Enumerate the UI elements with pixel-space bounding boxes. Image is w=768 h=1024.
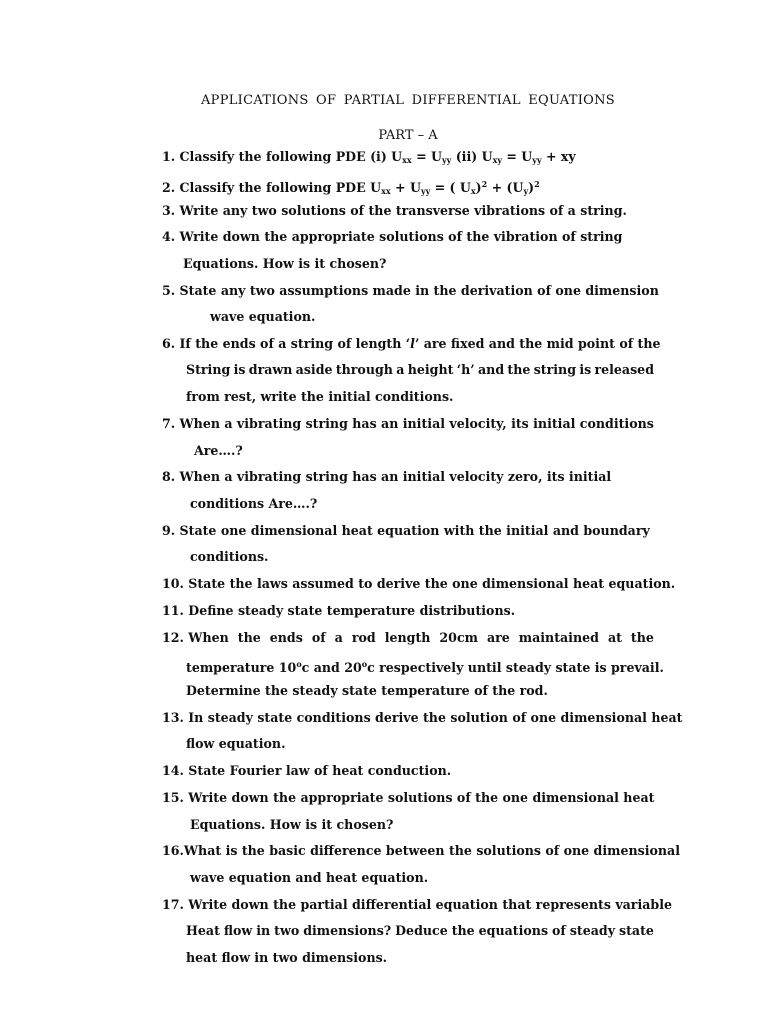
question-16-line-1: 16.What is the basic difference between the solutions of one dimensional	[162, 843, 680, 858]
section-heading: PART – A	[378, 128, 438, 143]
question-9-line-2: conditions.	[190, 549, 269, 564]
question-1: 1. Classify the following PDE (i) $U_{xx} = U_{yy}$ (ii) $U_{xy} = U_{yy}$ + xy	[162, 149, 576, 165]
question-12-line-2: temperature 10$^o$c and 20$^o$c respectively until steady state is prevail.	[186, 659, 664, 675]
question-7-line-1: 7. When a vibrating string has an initial velocity, its initial conditions	[162, 416, 654, 431]
question-4-line-2: Equations. How is it chosen?	[183, 256, 387, 271]
question-8-line-1: 8. When a vibrating string has an initial velocity zero, its initial	[162, 469, 612, 484]
question-10: 10. State the laws assumed to derive the one dimensional heat equation.	[162, 576, 676, 591]
question-12-line-3: Determine the steady state temperature of the rod.	[186, 683, 548, 698]
question-17-line-3: heat flow in two dimensions.	[186, 950, 388, 965]
document-title: APPLICATIONS OF PARTIAL DIFFERENTIAL EQUATIONS	[200, 93, 616, 108]
question-14: 14. State Fourier law of heat conduction.	[162, 763, 452, 778]
question-11: 11. Define steady state temperature distributions.	[162, 603, 516, 618]
question-12-line-1: 12. When the ends of a rod length 20cm are maintained at the	[162, 630, 654, 645]
question-6-line-1: 6. If the ends of a string of length ‘l’ are fixed and the mid point of the	[162, 336, 661, 351]
question-17-line-2: Heat flow in two dimensions? Deduce the equations of steady state	[186, 923, 654, 938]
question-5-line-1: 5. State any two assumptions made in the derivation of one dimension	[162, 283, 659, 298]
question-15-line-1: 15. Write down the appropriate solutions of the one dimensional heat	[162, 790, 655, 805]
question-6-line-3: from rest, write the initial conditions.	[186, 389, 454, 404]
question-17-line-1: 17. Write down the partial differential equation that represents variable	[162, 897, 672, 912]
question-5-line-2: wave equation.	[210, 309, 316, 324]
question-2: 2. Classify the following PDE $U_{xx} + U_{yy}$ = ( $U_x)^2 + (U_y)^2$	[162, 179, 540, 196]
question-13-line-2: flow equation.	[186, 736, 286, 751]
question-8-line-2: conditions Are….?	[190, 496, 318, 511]
question-7-line-2: Are….?	[194, 443, 243, 458]
question-4-line-1: 4. Write down the appropriate solutions of the vibration of string	[162, 229, 623, 244]
question-15-line-2: Equations. How is it chosen?	[190, 817, 394, 832]
question-6-line-2: String is drawn aside through a height ‘h’ and the string is released	[186, 362, 654, 377]
question-9-line-1: 9. State one dimensional heat equation with the initial and boundary	[162, 523, 650, 538]
question-13-line-1: 13. In steady state conditions derive the solution of one dimensional heat	[162, 710, 683, 725]
question-3: 3. Write any two solutions of the transverse vibrations of a string.	[162, 203, 627, 218]
question-16-line-2: wave equation and heat equation.	[190, 870, 429, 885]
